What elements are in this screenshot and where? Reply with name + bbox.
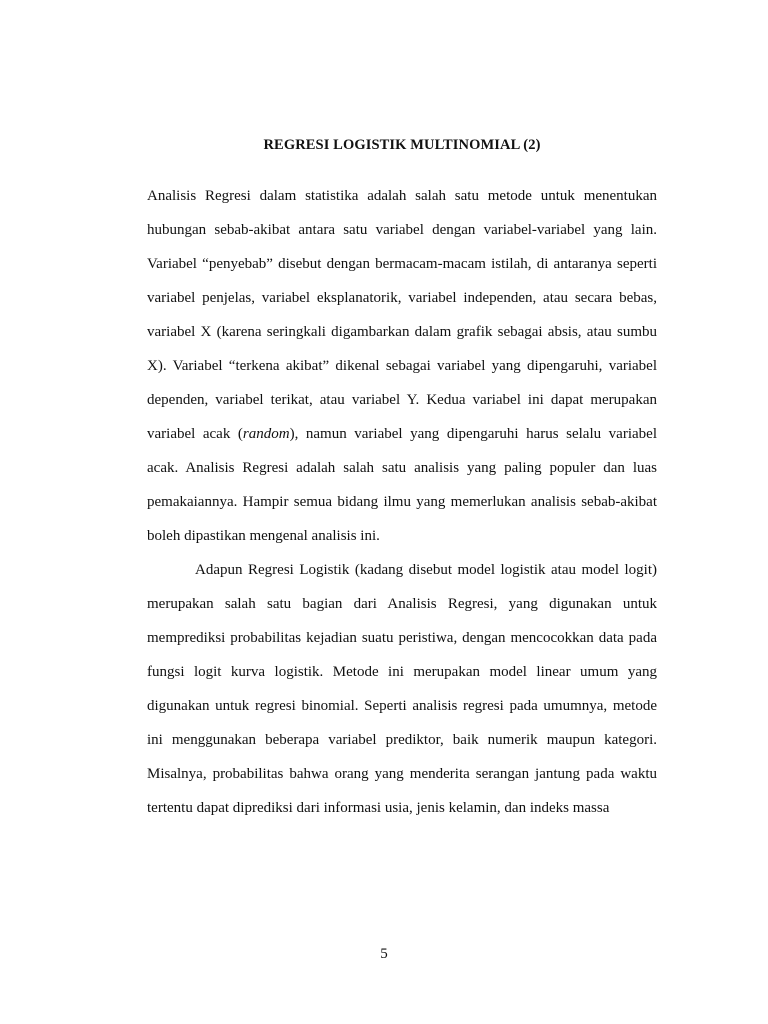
random-line-before: variabel acak (	[147, 426, 243, 442]
paragraph-2-line-3: memprediksi probabilitas kejadian suatu peristiwa, dengan mencocokkan data pada	[147, 630, 657, 646]
body-text	[147, 179, 657, 825]
paragraph-2-line-2: merupakan salah satu bagian dari Analisis Regresi, yang digunakan untuk	[147, 596, 657, 612]
paragraph-2-line-1: Adapun Regresi Logistik (kadang disebut model logistik atau model logit)	[195, 562, 657, 578]
paragraph-1-line-6: X). Variabel “terkena akibat” dikenal sebagai variabel yang dipengaruhi, variabel	[147, 358, 657, 374]
paragraph-2-line-5: digunakan untuk regresi binomial. Seperti analisis regresi pada umumnya, metode	[147, 698, 657, 714]
random-line-after: ), namun variabel yang dipengaruhi harus selalu variabel	[289, 426, 657, 442]
paragraph-1-line-8	[147, 417, 657, 451]
paragraph-2-line-8: tertentu dapat diprediksi dari informasi usia, jenis kelamin, dan indeks massa	[147, 800, 610, 816]
paragraph-2-line-6: ini menggunakan beberapa variabel prediktor, baik numerik maupun kategori.	[147, 732, 657, 748]
paragraph-1-line-3: Variabel “penyebab” disebut dengan bermacam-macam istilah, di antaranya seperti	[147, 256, 657, 272]
paragraph-1-line-9: acak. Analisis Regresi adalah salah satu analisis yang paling populer dan luas	[147, 460, 657, 476]
page-number: 5	[380, 946, 388, 962]
paragraph-1-line-11: boleh dipastikan mengenal analisis ini.	[147, 528, 380, 544]
paragraph-1-line-5: variabel X (karena seringkali digambarkan dalam grafik sebagai absis, atau sumbu	[147, 324, 657, 340]
paragraph-1-line-1: Analisis Regresi dalam statistika adalah salah satu metode untuk menentukan	[147, 188, 657, 204]
paragraph-1-line-10: pemakaiannya. Hampir semua bidang ilmu yang memerlukan analisis sebab-akibat	[147, 494, 657, 510]
paragraph-1-line-7: dependen, variabel terikat, atau variabel Y. Kedua variabel ini dapat merupakan	[147, 392, 657, 408]
page-title: REGRESI LOGISTIK MULTINOMIAL (2)	[263, 137, 541, 153]
random-term: random	[242, 426, 290, 442]
paragraph-2-line-4: fungsi logit kurva logistik. Metode ini merupakan model linear umum yang	[147, 664, 657, 680]
paragraph-1-line-2: hubungan sebab-akibat antara satu variabel dengan variabel-variabel yang lain.	[147, 222, 657, 238]
paragraph-1-line-4: variabel penjelas, variabel eksplanatorik, variabel independen, atau secara bebas,	[147, 290, 657, 306]
paragraph-2-line-7: Misalnya, probabilitas bahwa orang yang menderita serangan jantung pada waktu	[147, 766, 657, 782]
